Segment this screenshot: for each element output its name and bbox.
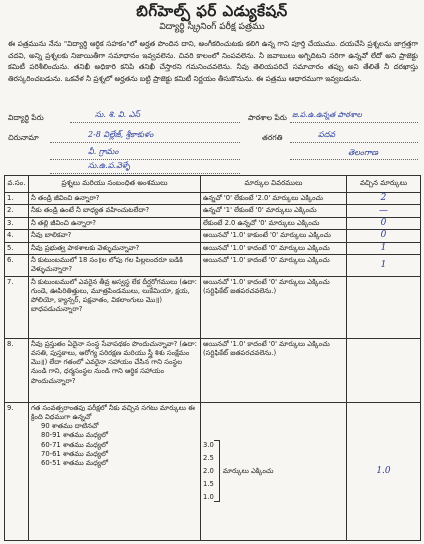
table-row (5, 242, 421, 254)
address-label: చిరునామా (8, 133, 39, 142)
address-value[interactable]: 2-8 విల్లేజ్, శ్రీకాకుళం (88, 130, 154, 139)
row-question: నీవు ప్రస్తుతం ఏదైనా సంస్థ సేవాపథకం పొందుచున్నావా? (ఉదా: వసతి, పుస్తకాలు, ఆరోగ్య పరిరక్షణ మరియు స్త్రీ శిశు సంక్షేమం మొ॥) లేదా గతంలో ఎవరైనా సహాయం చేసిన గాని సంస్థల నుండి గాని, ధర్మసంస్థల నుండి గాని ఆర్థిక సహాయం పొందుచున్నారా? (29, 338, 201, 402)
grade-score-item: 2.0 (203, 466, 214, 475)
header-sno: వ.సం. (5, 176, 29, 193)
grade-band-item: 60-51 శాతము మధ్యలో (41, 459, 108, 468)
header-scoring: మార్కుల వివరములు (201, 176, 347, 193)
address-line (50, 142, 240, 143)
grade-score-item: 1.0 (203, 492, 214, 501)
form-title: బిగ్‌హెల్ప్ ఫర్ ఎడ్యుకేషన్ (136, 2, 288, 20)
row-question: నీ తల్లి జీవించి ఉన్నారా? (29, 218, 201, 230)
row-question (29, 402, 201, 540)
school-name-line (290, 122, 418, 123)
grade-brace (214, 440, 220, 502)
header-marks: వచ్చిన మార్కులు (347, 176, 421, 193)
district-value[interactable]: తెలంగాణ (348, 148, 378, 157)
header-question: ప్రశ్నలు మరియు సంబంధిత అంశములు (29, 176, 201, 193)
row-sno: 6. (5, 254, 29, 276)
row-sno: 4. (5, 230, 29, 242)
row-scoring (201, 402, 347, 540)
row-marks[interactable]: 0 (347, 230, 421, 242)
row-question: నీ కుటుంబములో ఎవరైన తీవ్ర అస్వస్థ లేక దీర్ఘరోగములు (ఉదా: గుండె, ఊపిరితిత్తులు, మూత్రపిండములు, లుకేమియా, క్షయ, పోలియో, క్యాన్సర్, పక్షవాతం, వికలాంగులు మొ॥) బాధపడుచున్నారా? (29, 276, 201, 338)
extra-value[interactable]: సు.ఉ.ప.వెళ్ళే (88, 161, 131, 170)
form-subtitle: విద్యార్థి స్క్రీనింగ్ పరీక్ష పత్రము (159, 22, 265, 32)
school-name-value[interactable]: జ.ప.ఉ.ఉన్నత పాఠశాల (292, 110, 362, 119)
row-question: నీవు బాలికవా? (29, 230, 201, 242)
grade-band-item: 90 శాతము దాటినచో (41, 422, 99, 431)
row-sno: 5. (5, 242, 29, 254)
row-sno: 3. (5, 218, 29, 230)
instructions-paragraph: ఈ పత్రమును నేను "విద్యార్థి ఆర్థిక సహకం"లో అర్హత పొందిన దాని, అంగీకరించుటకు కలిగి ఉన్న గాని పూర్తి చేయుము. దయచేసి ప్రశ్నలను జాగ్రత్తగా చదవి, అన్ని ప్రశ్నలకు నిజాయితీగా సమాధానం ఇవ్వవలెను. చివరి కాలంలో నింపవలెను. నీ జవాబులు అగ్నిదిటని సరిగా ఉన్నవో లేదో అని ప్రాజెక్టు కమిటీ పరిశీలించును. తనిఖీ అధికారి కనిపి తనిఖీ చేస్తారని గమనించవలెను. నీవు తెలియపరిచే సమాచారం తప్పు అని తేలితే నీ దరఖాస్తు తిరస్కరించబడును. ఒకవేళ నీ ప్రశ్నలో అర్హతను బట్టి ప్రాజెక్టు కమిటీ నిర్ణయం తీసుకొనును. ఈ పత్రము ఆధారముగా ఇవ్వబడును. (8, 39, 418, 83)
row-scoring: లేకుంటే 2.0 ఉన్నచో '0' మార్కులు ఎక్కించు (201, 218, 347, 230)
row-sno: 1. (5, 193, 29, 205)
class-line (290, 142, 418, 143)
row-scoring: అయినచో '1.0' కాదంటే '0' మార్కులు ఎక్కించు (201, 254, 347, 276)
row-scoring-text: మార్కులు ఎక్కించు (222, 466, 274, 475)
row-sno: 2. (5, 205, 29, 218)
row-question: నీకు తండ్రి ఉంటే నీ బాధ్యత వహించుటలేదా? (29, 205, 201, 218)
table-row (5, 276, 421, 338)
student-name-line (70, 122, 240, 123)
mandal-value[interactable]: వీ. గ్రామం (88, 147, 119, 156)
row-question: నీవు ప్రభుత్వ పాఠశాలకు వెళ్ళుచున్నావా? (29, 242, 201, 254)
table-row (5, 218, 421, 230)
row-scoring: ఉన్నచో '1' లేకుంటే '0' మార్కులు ఎక్కించు (201, 205, 347, 218)
grade-score-block (203, 439, 344, 504)
table-row (5, 402, 421, 540)
row-marks[interactable]: 1 (347, 254, 421, 276)
grade-band-item: 80-91 శాతము మధ్యలో (41, 431, 108, 440)
grade-band-item: 70-61 శాతము మధ్యలో (41, 449, 108, 458)
row-scoring: అయినచో '1.0' కాకుంటే '0' మార్కులు ఎక్కించు (201, 230, 347, 242)
screening-table (4, 175, 421, 541)
grade-scores-list (203, 439, 214, 504)
class-label: తరగతి (262, 133, 283, 142)
row-scoring: ఉన్నచో '0' లేకుంటే '2.0' మార్కులు ఎక్కించు (201, 193, 347, 205)
mandal-line (50, 159, 240, 160)
row-marks[interactable]: 2 (347, 193, 421, 205)
student-name-value[interactable]: సు. శి. వి. ఎస్ (95, 110, 141, 119)
row-scoring: అయినచో '1.0' కాదంటే '0' మార్కులు ఎక్కించు (201, 242, 347, 254)
school-name-label: పాఠశాల పేరు (248, 113, 287, 122)
district-line (290, 159, 418, 160)
class-value[interactable]: పదవ (318, 130, 336, 139)
table-header-row (5, 176, 421, 193)
table-row (5, 193, 421, 205)
table-row (5, 254, 421, 276)
row-question: నీ తండ్రి జీవించి ఉన్నారా? (29, 193, 201, 205)
grade-band-item: 60-71 శాతము మధ్యలో (41, 440, 108, 449)
table-row (5, 338, 421, 402)
row-sno: 7. (5, 276, 29, 338)
row-question-text: గత సంవత్సరాంతపు పరీక్షలో నీకు వచ్చిన సగటు మార్కులు ఈ క్రింది విధముగా ఉన్నచో (31, 403, 195, 422)
grade-score-item: 3.0 (203, 440, 214, 449)
grade-score-item: 1.5 (203, 479, 214, 488)
row-sno: 9. (5, 402, 29, 540)
row-marks[interactable]: — (347, 205, 421, 218)
grade-bands-list (31, 422, 198, 468)
row-sno: 8. (5, 338, 29, 402)
row-marks[interactable] (347, 276, 421, 338)
table-row (5, 205, 421, 218)
row-marks[interactable]: 0 (347, 218, 421, 230)
row-scoring: అయినచో '1.0' కాదంటే '0' మార్కులు ఎక్కించు (సర్టిఫికేట్ జతపరచవలెను.) (201, 338, 347, 402)
row-scoring: అయినచో '1.0' కాదంటే '0' మార్కులు ఎక్కించు (సర్టిఫికేట్ జతపరచవలెను.) (201, 276, 347, 338)
row-question: నీ కుటుంబములో 18 సం॥ల లోపు గల పిల్లలందరూ బడికి వెళ్ళుచున్నారా? (29, 254, 201, 276)
row-marks[interactable]: 1 (347, 242, 421, 254)
table-row (5, 230, 421, 242)
row-marks[interactable]: 1.0 (347, 402, 421, 540)
student-name-label: విద్యార్థి పేరు (8, 113, 44, 122)
row-marks[interactable] (347, 338, 421, 402)
extra-line (50, 173, 240, 174)
grade-score-item: 2.5 (203, 453, 214, 462)
